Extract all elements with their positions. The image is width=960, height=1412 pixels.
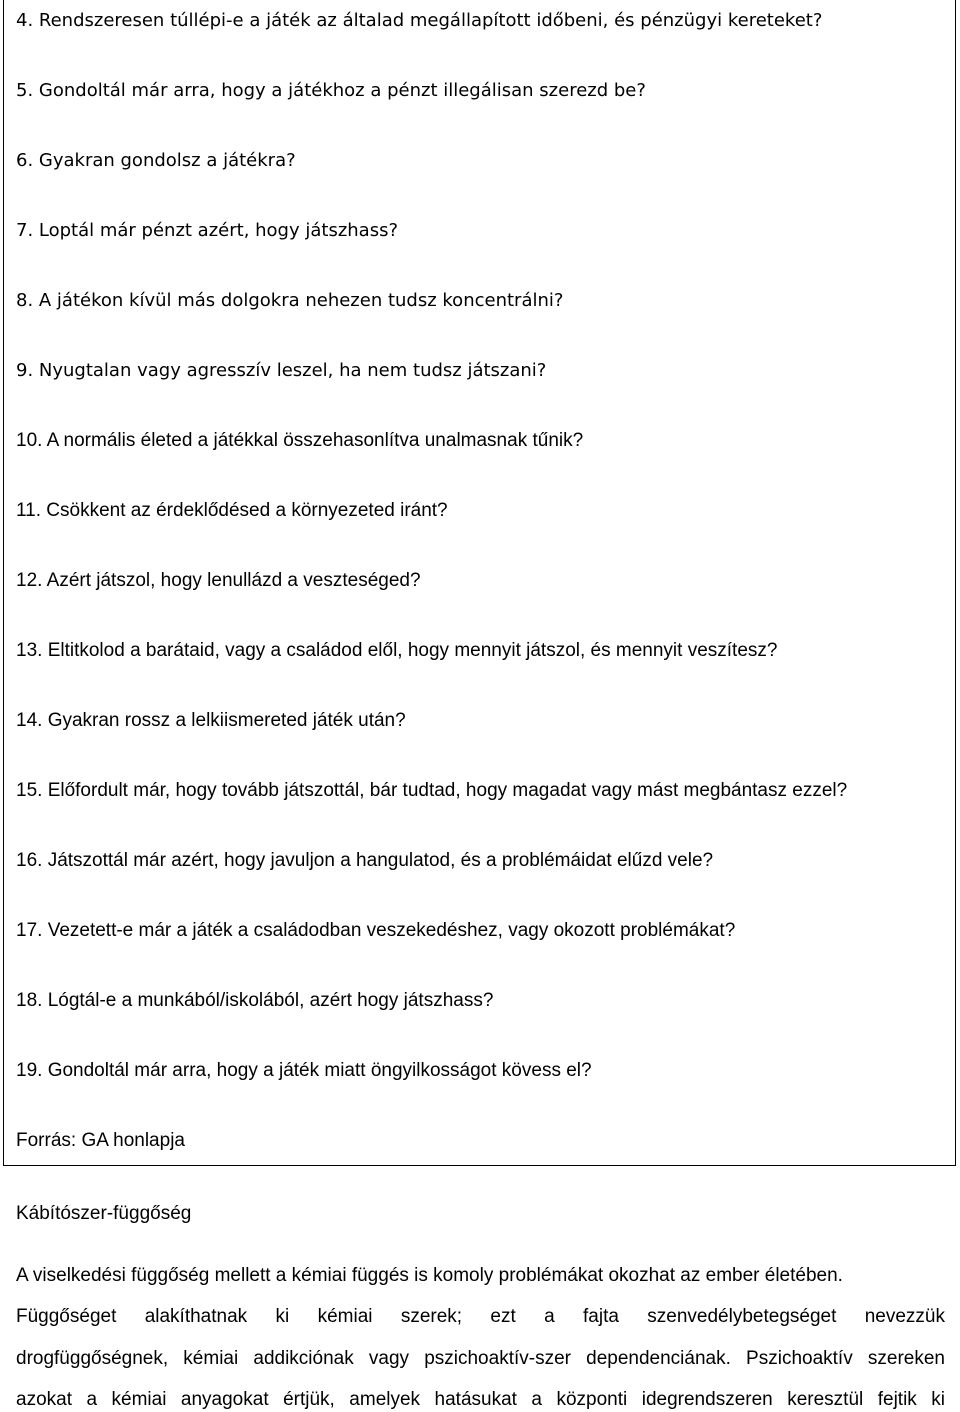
question-4: 4. Rendszeresen túllépi-e a játék az általad megállapított időbeni, és pénzügyi kereteket? (16, 10, 823, 31)
question-17: 17. Vezetett-e már a játék a családodban veszekedéshez, vagy okozott problémákat? (16, 920, 736, 941)
question-8: 8. A játékon kívül más dolgokra nehezen tudsz koncentrálni? (16, 290, 564, 311)
question-10: 10. A normális életed a játékkal összehasonlítva unalmasnak tűnik? (16, 430, 584, 451)
paragraph-line-2: Függőséget alakíthatnak ki kémiai szerek; ezt a fajta szenvedélybetegséget nevezzük (16, 1306, 945, 1327)
question-7: 7. Loptál már pénzt azért, hogy játszhass? (16, 220, 399, 241)
question-5: 5. Gondoltál már arra, hogy a játékhoz a pénzt illegálisan szerezd be? (16, 80, 646, 101)
question-9: 9. Nyugtalan vagy agresszív leszel, ha nem tudsz játszani? (16, 360, 547, 381)
question-19: 19. Gondoltál már arra, hogy a játék miatt öngyilkosságot kövess el? (16, 1060, 592, 1081)
paragraph-line-3: drogfüggőségnek, kémiai addikciónak vagy pszichoaktív-szer dependenciának. Pszichoaktív szereken (16, 1348, 945, 1369)
section-title: Kábítószer-függőség (16, 1203, 192, 1224)
source-credit: Forrás: GA honlapja (16, 1130, 185, 1151)
question-6: 6. Gyakran gondolsz a játékra? (16, 150, 296, 171)
question-12: 12. Azért játszol, hogy lenullázd a veszteséged? (16, 570, 421, 591)
question-16: 16. Játszottál már azért, hogy javuljon a hangulatod, és a problémáidat elűzd vele? (16, 850, 714, 871)
question-15: 15. Előfordult már, hogy tovább játszottál, bár tudtad, hogy magadat vagy mást megbántasz ezzel? (16, 780, 848, 801)
question-18: 18. Lógtál-e a munkából/iskolából, azért hogy játszhass? (16, 990, 494, 1011)
question-11: 11. Csökkent az érdeklődésed a környezeted iránt? (16, 500, 448, 521)
question-13: 13. Eltitkolod a barátaid, vagy a családod elől, hogy mennyit játszol, és mennyit veszítesz? (16, 640, 778, 661)
paragraph-line-4: azokat a kémiai anyagokat értjük, amelyek hatásukat a központi idegrendszeren keresztül fejtik ki (16, 1389, 945, 1410)
question-14: 14. Gyakran rossz a lelkiismereted játék után? (16, 710, 406, 731)
paragraph-line-1: A viselkedési függőség mellett a kémiai függés is komoly problémákat okozhat az ember életében. (16, 1265, 843, 1286)
